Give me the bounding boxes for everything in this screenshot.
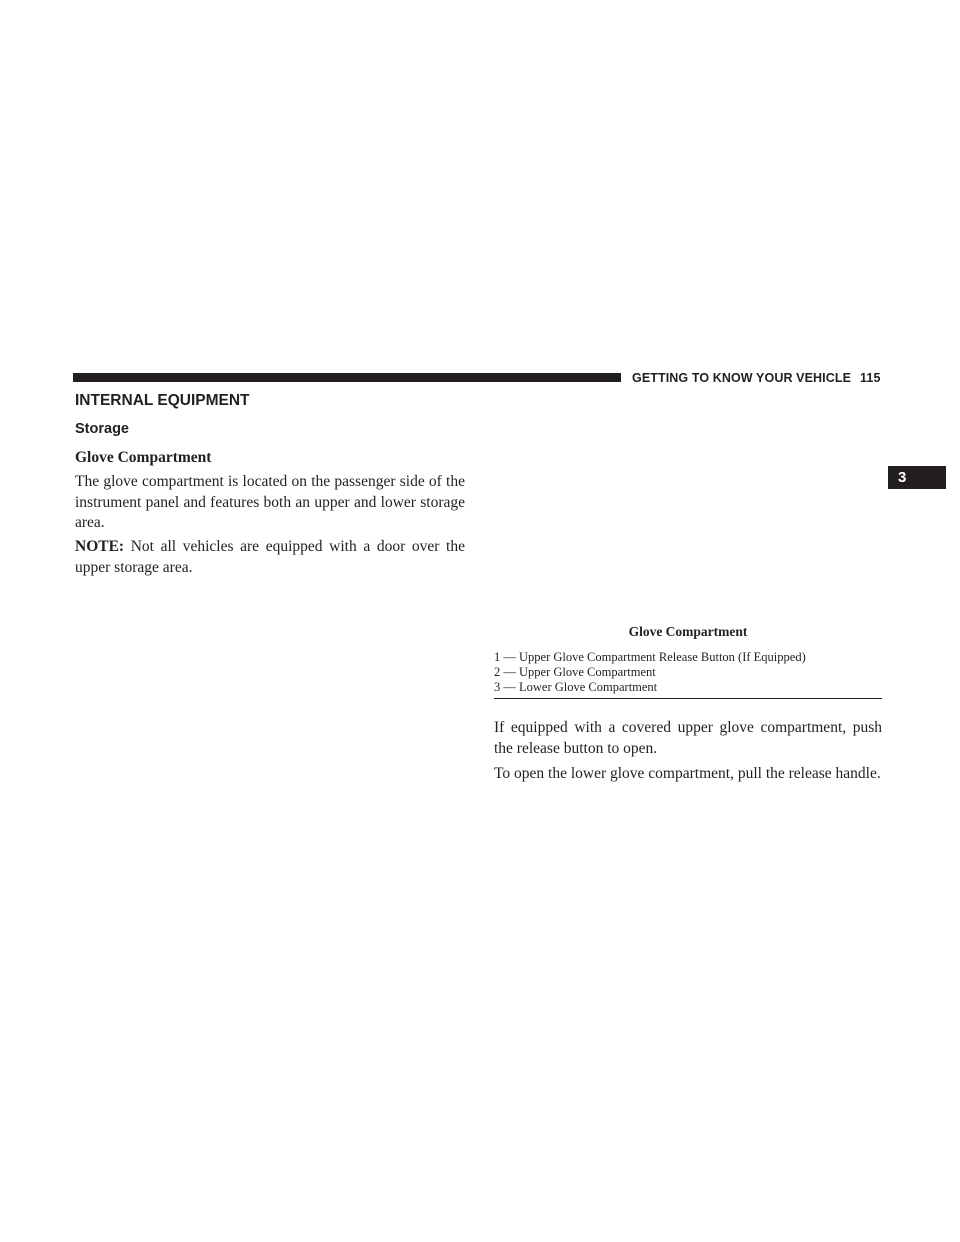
intro-paragraph: The glove compartment is located on the passenger side of the instrument panel and features both an upper and lower storage area. [75, 473, 465, 531]
minor-heading: Glove Compartment [75, 449, 212, 466]
lower-compartment-paragraph: To open the lower glove compartment, pull the release handle. [494, 765, 881, 782]
running-head-title: GETTING TO KNOW YOUR VEHICLE [632, 371, 852, 385]
note-label: NOTE: [75, 538, 125, 555]
figure-caption: Glove Compartment [628, 624, 748, 639]
note-paragraph [75, 537, 465, 578]
note-text: Not all vehicles are equipped with a door over the upper storage area. [75, 538, 465, 576]
sub-heading: Storage [75, 421, 129, 437]
page-number: 115 [860, 371, 881, 385]
legend-item: 1 — Upper Glove Compartment Release Button (If Equipped) [494, 650, 806, 664]
upper-compartment-paragraph: If equipped with a covered upper glove compartment, push the release button to open. [494, 719, 882, 757]
legend-item: 2 — Upper Glove Compartment [494, 665, 656, 679]
chapter-tab: 3 [888, 466, 946, 489]
header-rule-bar [73, 373, 621, 382]
section-heading: INTERNAL EQUIPMENT [75, 392, 250, 409]
figure-legend [494, 650, 882, 699]
legend-item: 3 — Lower Glove Compartment [494, 680, 658, 694]
running-head [632, 369, 882, 387]
